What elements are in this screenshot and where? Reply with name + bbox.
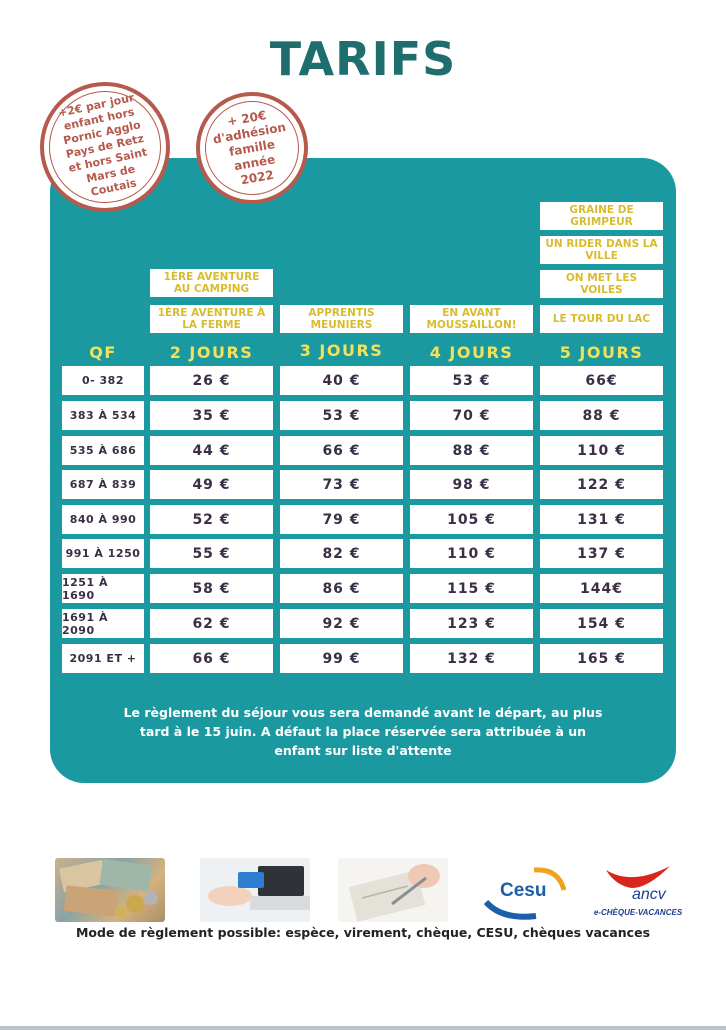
price-value: 144€ [580,580,623,597]
table-cell-qf [62,539,144,568]
stamp-adhesion-text: + 20€ d'adhésion famille année 2022 [211,107,287,187]
table-cell-2-days [150,401,273,430]
table-cell-qf [62,574,144,603]
table-cell-5-days [540,574,663,603]
price-value: 98 € [452,476,491,493]
ancv-label: ancv [632,886,666,903]
qf-range-value: 840 À 990 [69,513,137,526]
transfer-image [200,858,310,922]
price-value: 70 € [452,407,491,424]
price-value: 110 € [447,545,496,562]
price-value: 82 € [322,545,361,562]
payment-methods-logos [0,858,726,926]
price-value: 132 € [447,650,496,667]
table-cell-4-days [410,574,533,603]
qf-range-value: 687 À 839 [69,478,137,491]
table-cell-4-days [410,505,533,534]
table-cell-5-days [540,401,663,430]
table-cell-4-days [410,609,533,638]
price-value: 88 € [452,442,491,459]
table-cell-4-days [410,644,533,673]
price-value: 40 € [322,372,361,389]
price-value: 53 € [322,407,361,424]
table-cell-4-days [410,470,533,499]
qf-range-value: 1691 À 2090 [62,610,108,637]
price-value: 110 € [577,442,626,459]
qf-range-value: 2091 ET + [69,652,137,665]
table-cell-3-days [280,436,403,465]
laptop-card-icon [200,858,310,922]
price-value: 62 € [192,615,231,632]
price-value: 73 € [322,476,361,493]
cheque-image [338,858,448,922]
table-cell-2-days [150,574,273,603]
table-cell-3-days [280,644,403,673]
price-value: 92 € [322,615,361,632]
payment-methods-caption: Mode de règlement possible: espèce, virement, chèque, CESU, chèques vacances [75,925,651,940]
price-value: 49 € [192,476,231,493]
table-cell-qf [62,366,144,395]
table-cell-3-days [280,401,403,430]
price-value: 88 € [582,407,621,424]
price-value: 52 € [192,511,231,528]
qf-range-value: 383 À 534 [69,409,137,422]
price-value: 79 € [322,511,361,528]
qf-range-value: 0- 382 [81,374,124,387]
cesu-logo [472,858,572,922]
table-cell-4-days [410,401,533,430]
theme-label-4-days: EN AVANT MOUSSAILLON! [410,305,533,333]
table-cell-4-days [410,539,533,568]
ancv-logo [586,858,686,922]
table-cell-3-days [280,366,403,395]
theme-label-2-days: 1ÈRE AVENTURE À LA FERME [150,305,273,333]
price-value: 26 € [192,372,231,389]
cesu-label: Cesu [500,880,547,901]
qf-range-value: 535 À 686 [69,444,137,457]
theme-label-5-days: UN RIDER DANS LA VILLE [540,236,663,264]
table-cell-qf [62,470,144,499]
table-cell-5-days [540,644,663,673]
stamp-hors-zone-text: +2€ par jour enfant hors Pornic Agglo Pays de Retz et hors Saint Mars de Coutais [56,91,149,199]
price-value: 115 € [447,580,496,597]
column-header-qf: QF [89,343,117,362]
column-header-5-days: 5 JOURS [559,343,644,362]
price-value: 66€ [585,372,618,389]
cheque-pen-icon [338,858,448,922]
price-value: 154 € [577,615,626,632]
table-cell-2-days [150,539,273,568]
price-value: 123 € [447,615,496,632]
table-cell-qf [62,401,144,430]
price-value: 66 € [192,650,231,667]
qf-range-value: 1251 À 1690 [62,575,108,602]
banknotes-icon [55,858,165,922]
table-cell-3-days [280,609,403,638]
price-value: 35 € [192,407,231,424]
price-value: 44 € [192,442,231,459]
table-cell-5-days [540,539,663,568]
page-title: TARIFS [269,32,457,86]
theme-label-3-days: APPRENTIS MEUNIERS [280,305,403,333]
table-cell-2-days [150,644,273,673]
price-value: 122 € [577,476,626,493]
table-cell-4-days [410,366,533,395]
column-header-3-days: 3 JOURS [299,341,384,360]
table-cell-2-days [150,470,273,499]
price-value: 165 € [577,650,626,667]
table-cell-qf [62,436,144,465]
qf-range-value: 991 À 1250 [65,547,141,560]
table-cell-3-days [280,470,403,499]
table-cell-2-days [150,609,273,638]
price-value: 55 € [192,545,231,562]
price-value: 66 € [322,442,361,459]
price-value: 86 € [322,580,361,597]
cash-image [55,858,165,922]
theme-label-2-days: 1ÈRE AVENTURE AU CAMPING [150,269,273,297]
table-cell-qf [62,505,144,534]
table-cell-5-days [540,366,663,395]
payment-deadline-note: Le règlement du séjour vous sera demandé avant le départ, au plus tard à le 15 juin. A défaut la place réservée sera attribuée à un enfant sur liste d'attente [123,705,603,758]
table-cell-qf [62,644,144,673]
table-cell-2-days [150,366,273,395]
table-cell-2-days [150,505,273,534]
table-cell-5-days [540,609,663,638]
table-cell-2-days [150,436,273,465]
table-cell-3-days [280,574,403,603]
price-value: 53 € [452,372,491,389]
theme-label-5-days: GRAINE DE GRIMPEUR [540,202,663,230]
price-value: 58 € [192,580,231,597]
table-cell-5-days [540,436,663,465]
table-cell-3-days [280,505,403,534]
theme-label-5-days: LE TOUR DU LAC [540,305,663,333]
price-value: 99 € [322,650,361,667]
column-header-2-days: 2 JOURS [169,343,254,362]
price-value: 131 € [577,511,626,528]
table-cell-4-days [410,436,533,465]
table-cell-qf [62,609,144,638]
theme-label-5-days: ON MET LES VOILES [540,270,663,298]
price-value: 105 € [447,511,496,528]
table-cell-5-days [540,470,663,499]
table-cell-5-days [540,505,663,534]
ancv-subtitle: e-CHÈQUE-VACANCES [593,908,683,917]
page-bottom-border [0,1026,726,1030]
table-cell-3-days [280,539,403,568]
column-header-4-days: 4 JOURS [429,343,514,362]
price-value: 137 € [577,545,626,562]
